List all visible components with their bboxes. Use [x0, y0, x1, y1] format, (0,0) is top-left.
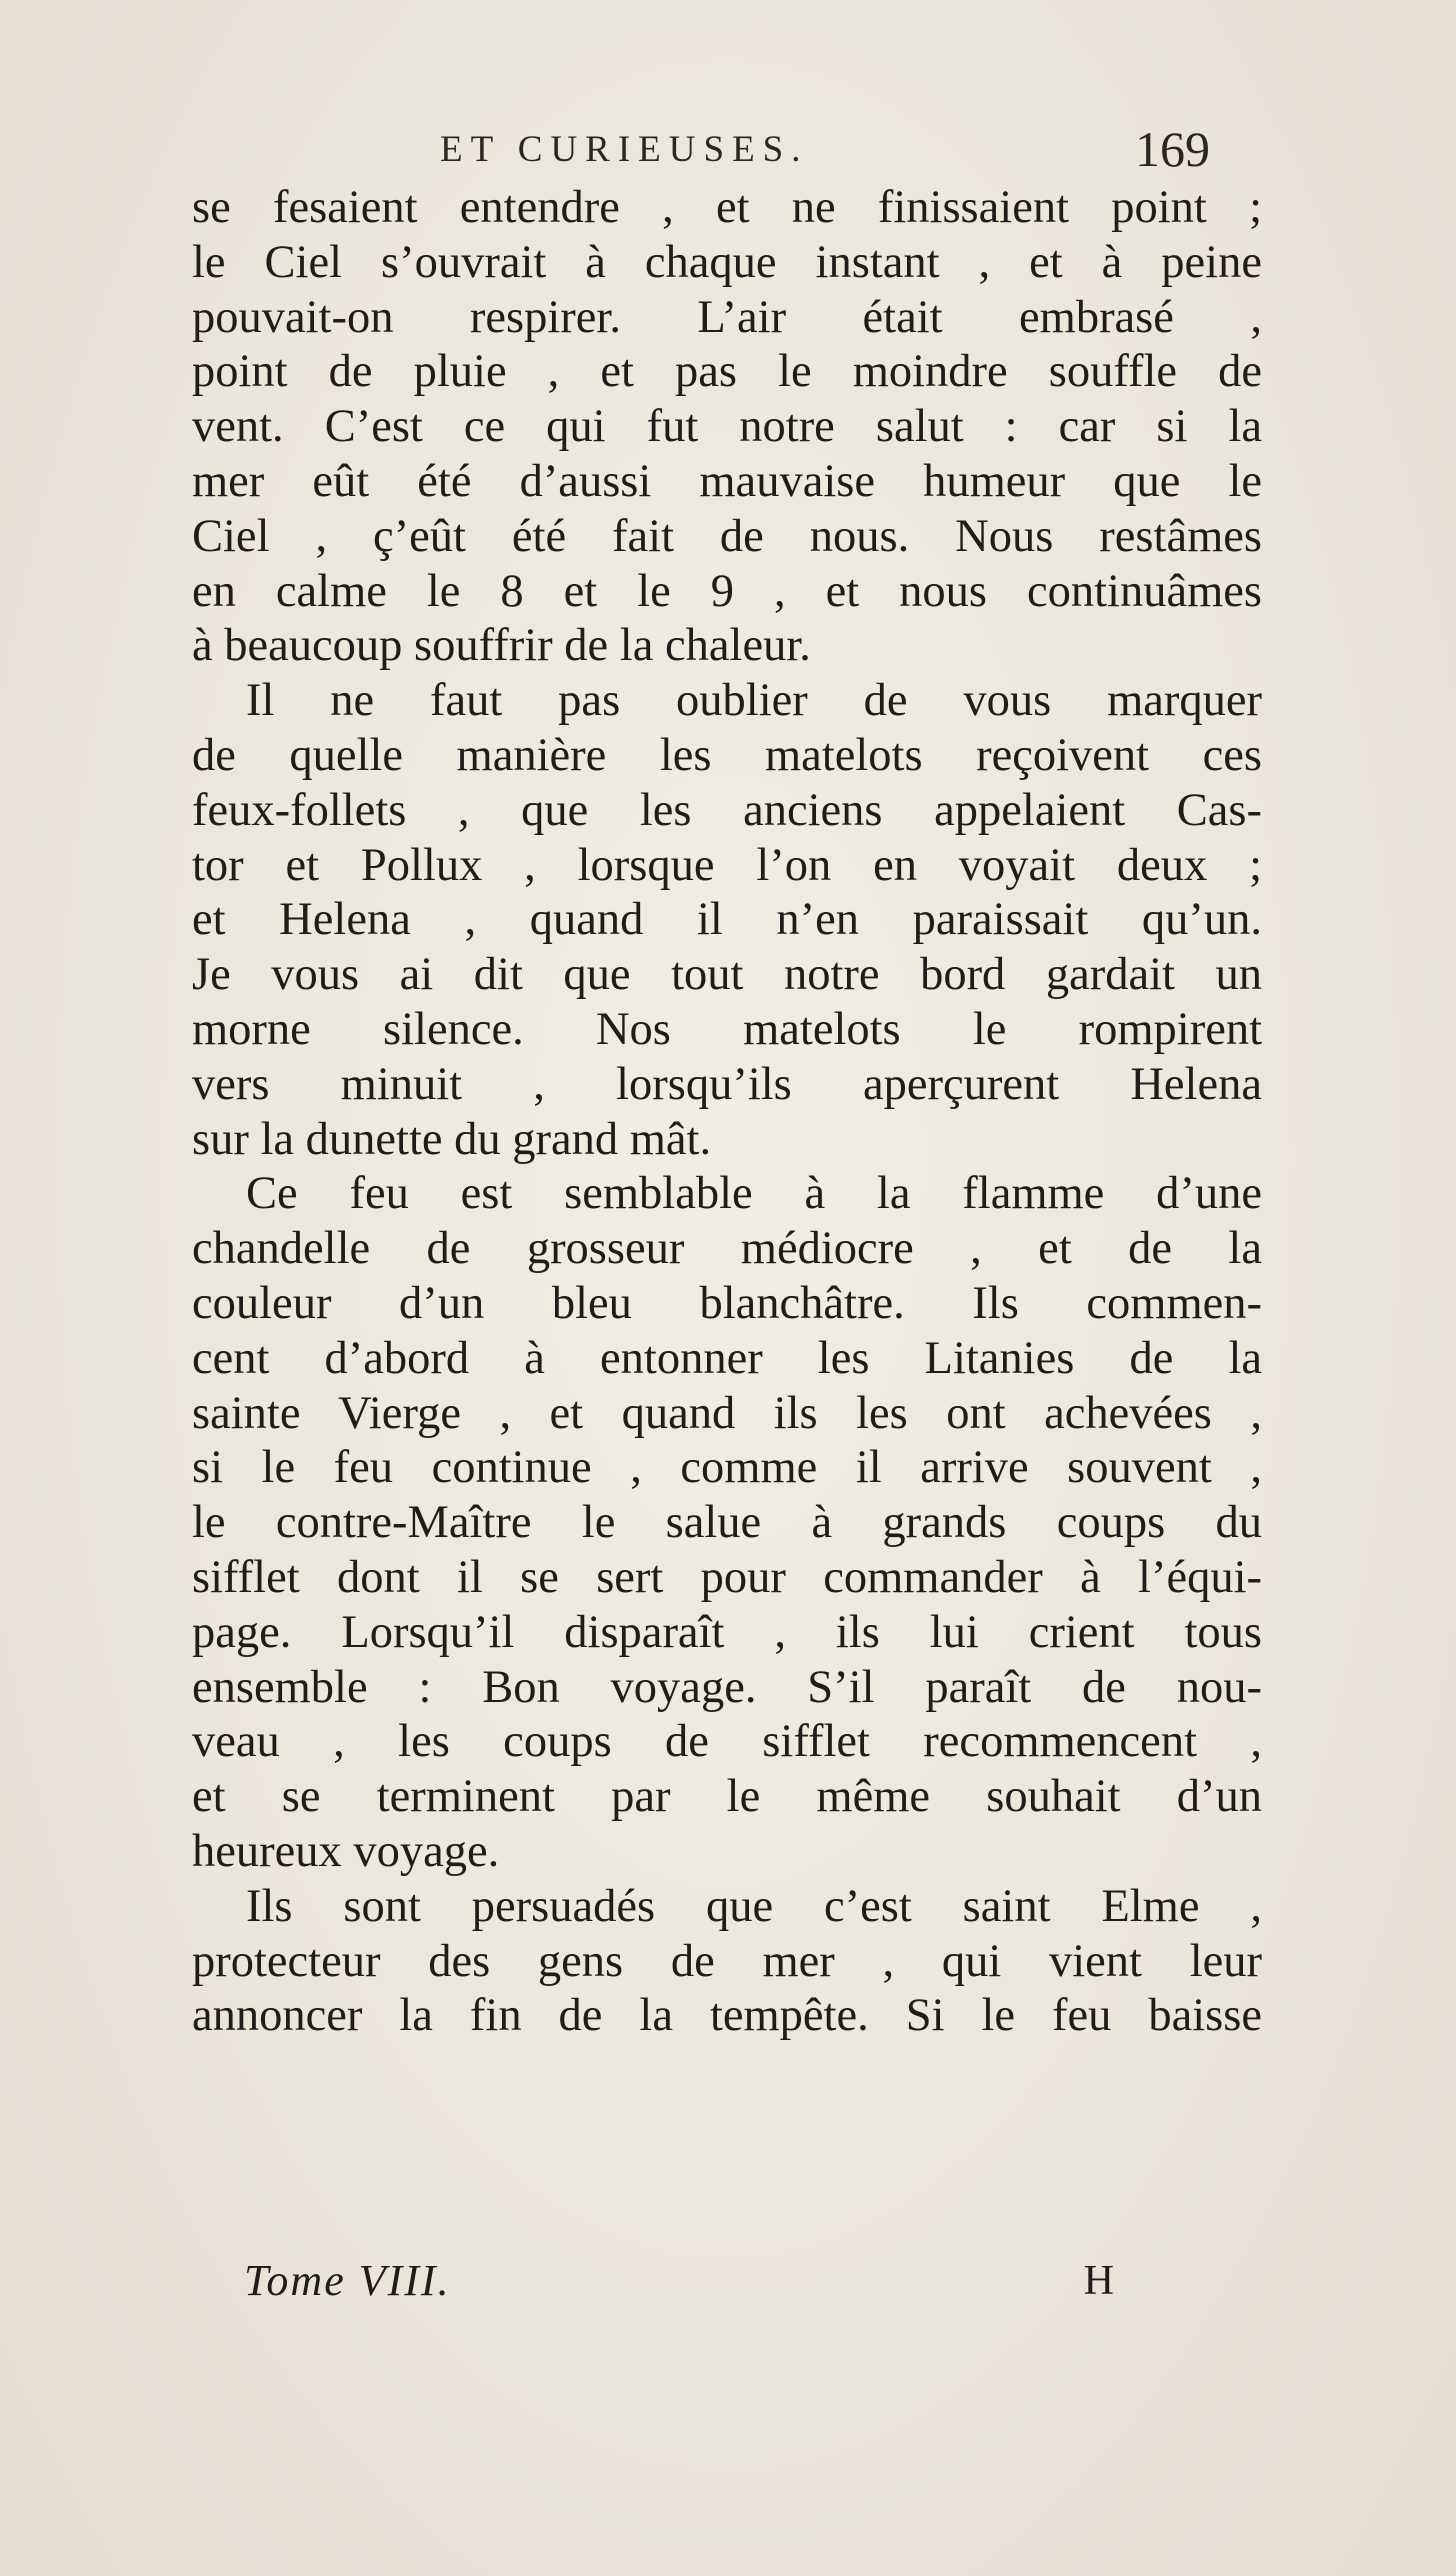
body-text	[192, 181, 1262, 2044]
text-line: Ils sont persuadés que c’est saint Elme ,	[246, 1880, 1262, 1932]
text-line: vent. C’est ce qui fut notre salut : car si la	[192, 401, 1262, 453]
page-header	[440, 120, 1210, 180]
page-number: 169	[1135, 121, 1210, 177]
text-line: le Ciel s’ouvrait à chaque instant , et à peine	[192, 236, 1262, 288]
text-line: à beaucoup souffrir de la chaleur.	[192, 620, 811, 672]
text-line: tor et Pollux , lorsque l’on en voyait deux ;	[192, 839, 1262, 891]
text-line: veau , les coups de sifflet recommencent ,	[192, 1716, 1262, 1768]
text-line: sifflet dont il se sert pour commander à l’équi-	[192, 1551, 1262, 1603]
text-line: pouvait-on respirer. L’air était embrasé ,	[192, 291, 1262, 343]
text-line: si le feu continue , comme il arrive souvent ,	[192, 1442, 1262, 1494]
text-line: mer eût été d’aussi mauvaise humeur que le	[192, 455, 1262, 507]
text-line: Ce feu est semblable à la flamme d’une	[246, 1168, 1262, 1220]
text-line: de quelle manière les matelots reçoivent ces	[192, 729, 1262, 781]
text-line: ensemble : Bon voyage. S’il paraît de nou-	[192, 1661, 1262, 1713]
text-line: Ciel , ç’eût été fait de nous. Nous restâmes	[192, 510, 1262, 562]
text-line: vers minuit , lorsqu’ils aperçurent Helena	[192, 1058, 1262, 1110]
text-line: heureux voyage.	[192, 1825, 500, 1877]
text-line: sainte Vierge , et quand ils les ont achevées ,	[192, 1387, 1262, 1439]
text-line: point de pluie , et pas le moindre souffle de	[192, 346, 1262, 398]
text-line: feux-follets , que les anciens appelaient Cas-	[192, 784, 1262, 836]
text-line: Je vous ai dit que tout notre bord gardait un	[192, 949, 1262, 1001]
text-line: couleur d’un bleu blanchâtre. Ils commen-	[192, 1277, 1262, 1329]
text-line: le contre-Maître le salue à grands coups du	[192, 1497, 1262, 1549]
text-line: annoncer la fin de la tempête. Si le feu baisse	[192, 1990, 1262, 2042]
volume-label: Tome VIII.	[244, 2256, 451, 2305]
text-line: chandelle de grosseur médiocre , et de la	[192, 1223, 1262, 1275]
text-line: Il ne faut pas oublier de vous marquer	[246, 675, 1262, 727]
text-line: en calme le 8 et le 9 , et nous continuâmes	[192, 565, 1262, 617]
text-line: et se terminent par le même souhait d’un	[192, 1771, 1262, 1823]
text-line: sur la dunette du grand mât.	[192, 1113, 712, 1165]
running-head: ET CURIEUSES.	[440, 129, 809, 170]
text-line: protecteur des gens de mer , qui vient leur	[192, 1935, 1262, 1987]
signature-mark: H	[1083, 2258, 1114, 2304]
text-line: cent d’abord à entonner les Litanies de la	[192, 1332, 1262, 1384]
text-line: et Helena , quand il n’en paraissait qu’un.	[192, 894, 1262, 946]
page-footer	[244, 2255, 1114, 2315]
text-line: page. Lorsqu’il disparaît , ils lui crient tous	[192, 1606, 1262, 1658]
text-line: se fesaient entendre , et ne finissaient point ;	[192, 182, 1262, 233]
text-line: morne silence. Nos matelots le rompirent	[192, 1003, 1262, 1055]
